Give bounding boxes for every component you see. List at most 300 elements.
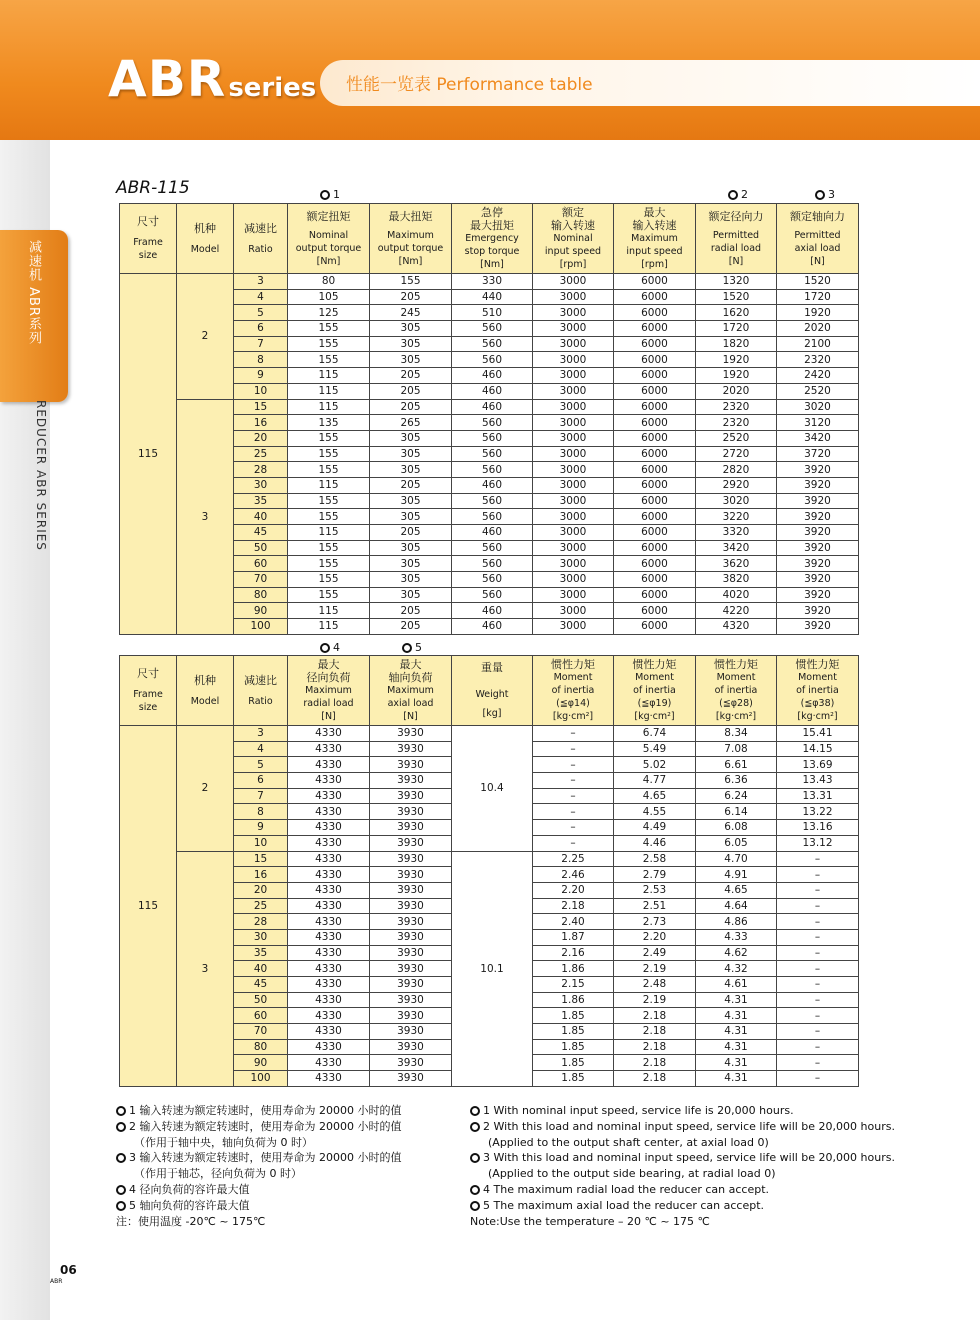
ratio-cell: 4: [234, 289, 288, 305]
value-cell: 3000: [533, 321, 614, 337]
header-model: 机种 Model: [177, 656, 234, 726]
notes-chinese: [116, 1103, 401, 1229]
ratio-cell: 100: [234, 1071, 288, 1087]
value-cell: 14.15: [777, 741, 859, 757]
note-text: （作用于轴中央，轴向负荷为 0 时）: [134, 1135, 313, 1149]
value-cell: 6000: [614, 446, 696, 462]
value-cell: 1.86: [533, 992, 614, 1008]
value-cell: 3320: [696, 525, 777, 541]
value-cell: 4.91: [696, 867, 777, 883]
value-cell: 205: [370, 603, 452, 619]
value-cell: 560: [452, 509, 533, 525]
value-cell: 3000: [533, 587, 614, 603]
ratio-cell: 16: [234, 867, 288, 883]
value-cell: 1320: [696, 274, 777, 290]
value-cell: 105: [288, 289, 370, 305]
value-cell: 6000: [614, 305, 696, 321]
value-cell: 1920: [696, 368, 777, 384]
value-cell: 6000: [614, 509, 696, 525]
value-cell: 560: [452, 430, 533, 446]
note-line: [116, 1150, 401, 1166]
value-cell: 3930: [370, 1024, 452, 1040]
header-inertia-19: 惯性力矩 Moment of inertia (≦φ19) [kg·cm²]: [614, 656, 696, 726]
note-text: With nominal input speed, service life is 20,000 hours.: [493, 1104, 794, 1117]
value-cell: 2520: [696, 430, 777, 446]
value-cell: 1720: [777, 289, 859, 305]
value-cell: 2.51: [614, 898, 696, 914]
value-cell: 13.43: [777, 773, 859, 789]
circle-icon: [470, 1106, 480, 1116]
value-cell: 4.64: [696, 898, 777, 914]
header-nominal-torque: 额定扭矩 Nominal output torque [Nm]: [288, 204, 370, 274]
value-cell: 560: [452, 587, 533, 603]
ratio-cell: 90: [234, 603, 288, 619]
value-cell: 460: [452, 477, 533, 493]
value-cell: 2.79: [614, 867, 696, 883]
page-series: ABR: [50, 1278, 63, 1285]
model-cell: 3: [177, 399, 234, 634]
value-cell: 5.49: [614, 741, 696, 757]
note-number: 5: [483, 1198, 494, 1212]
value-cell: 6.61: [696, 757, 777, 773]
value-cell: 4330: [288, 945, 370, 961]
value-cell: 4.31: [696, 1071, 777, 1087]
ratio-cell: 70: [234, 1024, 288, 1040]
value-cell: 4330: [288, 992, 370, 1008]
value-cell: 4330: [288, 820, 370, 836]
value-cell: –: [777, 867, 859, 883]
value-cell: 6000: [614, 274, 696, 290]
value-cell: 305: [370, 352, 452, 368]
value-cell: 115: [288, 525, 370, 541]
value-cell: 1.85: [533, 1024, 614, 1040]
value-cell: 155: [288, 509, 370, 525]
value-cell: 3920: [777, 509, 859, 525]
ratio-cell: 25: [234, 446, 288, 462]
ratio-cell: 20: [234, 430, 288, 446]
value-cell: 305: [370, 556, 452, 572]
note-text: Note:Use the temperature – 20 ℃ ~ 175 ℃: [470, 1214, 710, 1228]
value-cell: 6000: [614, 462, 696, 478]
ratio-cell: 20: [234, 882, 288, 898]
value-cell: –: [533, 726, 614, 742]
value-cell: 2.16: [533, 945, 614, 961]
value-cell: 2.18: [614, 1055, 696, 1071]
value-cell: 13.22: [777, 804, 859, 820]
value-cell: 4.70: [696, 851, 777, 867]
value-cell: 3420: [696, 540, 777, 556]
value-cell: 3930: [370, 726, 452, 742]
value-cell: 6.08: [696, 820, 777, 836]
value-cell: 330: [452, 274, 533, 290]
value-cell: –: [777, 1024, 859, 1040]
note-text: (Applied to the output side bearing, at radial load 0): [488, 1167, 776, 1181]
value-cell: 6000: [614, 352, 696, 368]
note-line: [116, 1135, 401, 1151]
circle-icon: [470, 1185, 480, 1195]
value-cell: 115: [288, 399, 370, 415]
value-cell: 115: [288, 619, 370, 635]
value-cell: 3930: [370, 1008, 452, 1024]
ratio-cell: 7: [234, 788, 288, 804]
value-cell: 115: [288, 383, 370, 399]
value-cell: 460: [452, 619, 533, 635]
value-cell: 3930: [370, 898, 452, 914]
note-text: (Applied to the output shaft center, at axial load 0): [488, 1135, 769, 1149]
value-cell: 2.18: [614, 1071, 696, 1087]
value-cell: 3000: [533, 619, 614, 635]
value-cell: 2920: [696, 477, 777, 493]
value-cell: 205: [370, 619, 452, 635]
ratio-cell: 25: [234, 898, 288, 914]
value-cell: 5.02: [614, 757, 696, 773]
value-cell: 4.32: [696, 961, 777, 977]
value-cell: 4.31: [696, 1024, 777, 1040]
value-cell: 4330: [288, 726, 370, 742]
header-ratio: 减速比 Ratio: [234, 204, 288, 274]
note-text: 输入转速为额定转速时，使用寿命为 20000 小时的值: [139, 1119, 402, 1133]
value-cell: 3220: [696, 509, 777, 525]
value-cell: 4330: [288, 977, 370, 993]
note-number: 3: [483, 1151, 494, 1165]
header-emergency-torque: 急停 最大扭矩 Emergency stop torque [Nm]: [452, 204, 533, 274]
value-cell: 3000: [533, 305, 614, 321]
ratio-cell: 3: [234, 274, 288, 290]
value-cell: 205: [370, 383, 452, 399]
value-cell: 560: [452, 572, 533, 588]
note-text: 轴向负荷的容许最大值: [139, 1198, 250, 1212]
table-row: [120, 726, 859, 742]
value-cell: 80: [288, 274, 370, 290]
ratio-cell: 28: [234, 462, 288, 478]
value-cell: 6000: [614, 321, 696, 337]
value-cell: 4330: [288, 914, 370, 930]
value-cell: 3000: [533, 289, 614, 305]
ratio-cell: 6: [234, 321, 288, 337]
value-cell: 115: [288, 603, 370, 619]
ratio-cell: 40: [234, 961, 288, 977]
header-max-radial-load: 最大 径向负荷 Maximum radial load [N]: [288, 656, 370, 726]
value-cell: 2520: [777, 383, 859, 399]
frame-size-cell: 115: [120, 274, 177, 635]
value-cell: –: [533, 741, 614, 757]
value-cell: 3000: [533, 383, 614, 399]
value-cell: 305: [370, 462, 452, 478]
value-cell: 3930: [370, 961, 452, 977]
ratio-cell: 45: [234, 525, 288, 541]
performance-table-2: [119, 655, 859, 1087]
value-cell: 205: [370, 525, 452, 541]
ratio-cell: 9: [234, 820, 288, 836]
value-cell: 3930: [370, 757, 452, 773]
value-cell: 3920: [777, 493, 859, 509]
ratio-cell: 60: [234, 1008, 288, 1024]
value-cell: 1820: [696, 336, 777, 352]
value-cell: 6000: [614, 525, 696, 541]
value-cell: 6000: [614, 603, 696, 619]
value-cell: 2320: [696, 399, 777, 415]
value-cell: 2320: [696, 415, 777, 431]
value-cell: 6000: [614, 619, 696, 635]
value-cell: 3000: [533, 415, 614, 431]
header-weight: 重量 Weight [kg]: [452, 656, 533, 726]
value-cell: 15.41: [777, 726, 859, 742]
value-cell: 115: [288, 477, 370, 493]
brand-logo: [108, 50, 316, 108]
note-line: [116, 1182, 401, 1198]
value-cell: 6000: [614, 493, 696, 509]
value-cell: 3930: [370, 741, 452, 757]
value-cell: 2.48: [614, 977, 696, 993]
value-cell: 3930: [370, 929, 452, 945]
value-cell: 3930: [370, 788, 452, 804]
value-cell: 205: [370, 368, 452, 384]
value-cell: 4.62: [696, 945, 777, 961]
value-cell: 155: [288, 587, 370, 603]
value-cell: 2020: [777, 321, 859, 337]
circle-icon: [116, 1201, 126, 1211]
value-cell: 1920: [696, 352, 777, 368]
ratio-cell: 50: [234, 540, 288, 556]
value-cell: 2.18: [614, 1039, 696, 1055]
value-cell: 460: [452, 399, 533, 415]
value-cell: 4.31: [696, 1008, 777, 1024]
value-cell: 3930: [370, 851, 452, 867]
value-cell: 155: [288, 540, 370, 556]
value-cell: 3000: [533, 540, 614, 556]
value-cell: 3120: [777, 415, 859, 431]
value-cell: 4.31: [696, 992, 777, 1008]
note-number: 4: [483, 1182, 494, 1196]
ratio-cell: 50: [234, 992, 288, 1008]
ratio-cell: 7: [234, 336, 288, 352]
value-cell: 560: [452, 415, 533, 431]
value-cell: 4330: [288, 788, 370, 804]
value-cell: 4330: [288, 1039, 370, 1055]
value-cell: 3930: [370, 835, 452, 851]
value-cell: 3820: [696, 572, 777, 588]
circle-icon: [470, 1201, 480, 1211]
ratio-cell: 28: [234, 914, 288, 930]
value-cell: 305: [370, 587, 452, 603]
value-cell: 3000: [533, 493, 614, 509]
note-number: 2: [129, 1119, 140, 1133]
value-cell: –: [777, 929, 859, 945]
value-cell: 2.40: [533, 914, 614, 930]
note-line: [470, 1119, 895, 1135]
header-max-torque: 最大扭矩 Maximum output torque [Nm]: [370, 204, 452, 274]
value-cell: –: [533, 820, 614, 836]
value-cell: –: [777, 961, 859, 977]
value-cell: 6000: [614, 572, 696, 588]
note-mark-4: 4: [320, 641, 340, 654]
value-cell: 2.19: [614, 992, 696, 1008]
value-cell: 4.65: [614, 788, 696, 804]
circle-icon: [116, 1153, 126, 1163]
ratio-cell: 35: [234, 493, 288, 509]
value-cell: 3000: [533, 274, 614, 290]
value-cell: 2.25: [533, 851, 614, 867]
ratio-cell: 5: [234, 757, 288, 773]
ratio-cell: 10: [234, 383, 288, 399]
value-cell: 2020: [696, 383, 777, 399]
value-cell: 3020: [696, 493, 777, 509]
value-cell: 6000: [614, 383, 696, 399]
value-cell: 245: [370, 305, 452, 321]
value-cell: 2.49: [614, 945, 696, 961]
value-cell: 6000: [614, 415, 696, 431]
value-cell: 4.61: [696, 977, 777, 993]
header-ratio: 减速比 Ratio: [234, 656, 288, 726]
note-line: [470, 1103, 895, 1119]
value-cell: 2.46: [533, 867, 614, 883]
value-cell: 460: [452, 525, 533, 541]
value-cell: 3920: [777, 525, 859, 541]
note-line: [116, 1103, 401, 1119]
page-title: 性能一览表 Performance table: [346, 75, 593, 95]
value-cell: 2.15: [533, 977, 614, 993]
value-cell: 1.85: [533, 1039, 614, 1055]
value-cell: 3000: [533, 430, 614, 446]
value-cell: 125: [288, 305, 370, 321]
value-cell: 4330: [288, 882, 370, 898]
note-number: 1: [483, 1104, 494, 1117]
value-cell: 205: [370, 399, 452, 415]
ratio-cell: 15: [234, 851, 288, 867]
value-cell: –: [777, 1055, 859, 1071]
value-cell: 1920: [777, 305, 859, 321]
header-max-axial-load: 最大 轴向负荷 Maximum axial load [N]: [370, 656, 452, 726]
ratio-cell: 90: [234, 1055, 288, 1071]
value-cell: 4.31: [696, 1055, 777, 1071]
value-cell: 510: [452, 305, 533, 321]
circle-icon: [116, 1122, 126, 1132]
value-cell: 1.86: [533, 961, 614, 977]
value-cell: 4020: [696, 587, 777, 603]
value-cell: 3000: [533, 368, 614, 384]
note-line: [470, 1135, 895, 1151]
value-cell: 305: [370, 336, 452, 352]
value-cell: –: [533, 773, 614, 789]
value-cell: 2100: [777, 336, 859, 352]
note-number: 5: [129, 1198, 140, 1212]
note-line: [116, 1119, 401, 1135]
note-line: [116, 1214, 401, 1230]
ratio-cell: 15: [234, 399, 288, 415]
value-cell: 4330: [288, 851, 370, 867]
value-cell: 3020: [777, 399, 859, 415]
value-cell: 8.34: [696, 726, 777, 742]
value-cell: 2.18: [614, 1008, 696, 1024]
ratio-cell: 30: [234, 477, 288, 493]
value-cell: 3000: [533, 399, 614, 415]
note-text: The maximum radial load the reducer can accept.: [493, 1182, 770, 1196]
value-cell: 7.08: [696, 741, 777, 757]
value-cell: –: [777, 945, 859, 961]
ratio-cell: 30: [234, 929, 288, 945]
value-cell: 3000: [533, 446, 614, 462]
table-row: [120, 851, 859, 867]
value-cell: 155: [288, 572, 370, 588]
page-header: [0, 0, 980, 140]
value-cell: 6000: [614, 430, 696, 446]
value-cell: 3000: [533, 336, 614, 352]
value-cell: 3000: [533, 352, 614, 368]
value-cell: 3930: [370, 1071, 452, 1087]
header-model: 机种 Model: [177, 204, 234, 274]
value-cell: 205: [370, 289, 452, 305]
header-frame: 尺寸 Frame size: [120, 204, 177, 274]
value-cell: –: [533, 788, 614, 804]
value-cell: 155: [288, 352, 370, 368]
performance-table-1: [119, 203, 859, 635]
value-cell: 2.18: [614, 1024, 696, 1040]
value-cell: 1.85: [533, 1055, 614, 1071]
value-cell: 3930: [370, 992, 452, 1008]
value-cell: 6.36: [696, 773, 777, 789]
value-cell: 305: [370, 540, 452, 556]
value-cell: 4330: [288, 1008, 370, 1024]
value-cell: 3000: [533, 477, 614, 493]
value-cell: 13.31: [777, 788, 859, 804]
value-cell: 6000: [614, 336, 696, 352]
value-cell: 6000: [614, 289, 696, 305]
value-cell: 1520: [777, 274, 859, 290]
value-cell: 2.20: [533, 882, 614, 898]
value-cell: 13.16: [777, 820, 859, 836]
ratio-cell: 9: [234, 368, 288, 384]
value-cell: 4.77: [614, 773, 696, 789]
value-cell: 4.31: [696, 1039, 777, 1055]
note-text: With this load and nominal input speed, service life will be 20,000 hours.: [493, 1151, 895, 1165]
ratio-cell: 40: [234, 509, 288, 525]
note-number: 2: [483, 1119, 494, 1133]
model-cell: 2: [177, 726, 234, 852]
value-cell: 3920: [777, 556, 859, 572]
value-cell: 3930: [370, 820, 452, 836]
value-cell: 3920: [777, 572, 859, 588]
page-number: 06: [60, 1263, 77, 1277]
value-cell: 1.85: [533, 1071, 614, 1087]
value-cell: 2720: [696, 446, 777, 462]
value-cell: 3620: [696, 556, 777, 572]
note-text: The maximum axial load the reducer can accept.: [493, 1198, 765, 1212]
note-line: [116, 1198, 401, 1214]
value-cell: 3000: [533, 556, 614, 572]
note-text: 注：使用温度 -20℃ ~ 175℃: [116, 1214, 266, 1228]
value-cell: 2420: [777, 368, 859, 384]
value-cell: 560: [452, 321, 533, 337]
value-cell: 155: [370, 274, 452, 290]
value-cell: 4330: [288, 961, 370, 977]
value-cell: 155: [288, 493, 370, 509]
value-cell: 155: [288, 336, 370, 352]
note-text: 输入转速为额定转速时，使用寿命为 20000 小时的值: [139, 1104, 402, 1117]
table-row: [120, 399, 859, 415]
note-mark-3: 3: [815, 188, 835, 201]
value-cell: 4330: [288, 741, 370, 757]
value-cell: 2.20: [614, 929, 696, 945]
ratio-cell: 10: [234, 835, 288, 851]
note-line: [470, 1214, 895, 1230]
value-cell: 13.69: [777, 757, 859, 773]
value-cell: 4.55: [614, 804, 696, 820]
sidebar-cn-label: 减速机 ABR系列: [26, 240, 41, 345]
note-mark-5: 5: [402, 641, 422, 654]
notes-english: [470, 1103, 895, 1229]
ratio-cell: 6: [234, 773, 288, 789]
circle-icon: [116, 1106, 126, 1116]
